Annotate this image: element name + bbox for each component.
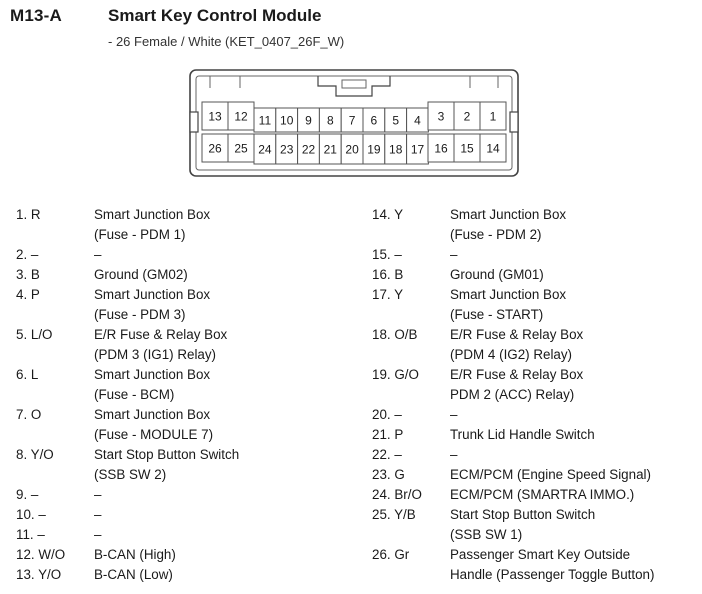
pin-entry [372, 505, 654, 525]
pin-id: 6. L [16, 367, 39, 382]
connector-spec: - 26 Female / White (KET_0407_26F_W) [108, 34, 345, 49]
pin-description: – [94, 507, 102, 522]
pin-id: 23. G [372, 467, 405, 482]
pin-description: Passenger Smart Key Outside [450, 547, 631, 562]
pin-id: 3. B [16, 267, 40, 282]
pin-number: 14 [486, 141, 500, 156]
pin-description: – [450, 247, 458, 262]
pin-description: PDM 2 (ACC) Relay) [450, 387, 575, 402]
pin-number: 16 [434, 141, 448, 156]
pin-number: 2 [463, 109, 471, 124]
pin-entry [16, 485, 239, 505]
pin-id: 19. G/O [372, 367, 419, 382]
pin-entry [372, 365, 654, 385]
pin-description: (SSB SW 1) [450, 527, 523, 542]
pin-entry [372, 465, 654, 485]
pin-description: (Fuse - PDM 3) [94, 307, 186, 322]
pin-entry [372, 405, 654, 425]
pin-entry [372, 565, 654, 585]
connector-code: M13-A [10, 6, 63, 25]
pin-id: 20. – [372, 407, 402, 422]
pin-description: (Fuse - START) [450, 307, 544, 322]
pin-id: 7. O [16, 407, 42, 422]
pin-id [372, 385, 450, 405]
pin-entry [16, 265, 239, 285]
pin-description: ECM/PCM (SMARTRA IMMO.) [450, 487, 635, 502]
pin-description: (PDM 3 (IG1) Relay) [94, 347, 217, 362]
pin-id: 22. – [372, 447, 402, 462]
pin-entry [16, 245, 239, 265]
pin-id: 14. Y [372, 207, 404, 222]
left-notch [190, 112, 198, 132]
pin-id: 4. P [16, 287, 40, 302]
pin-description: – [450, 407, 458, 422]
right-notch [510, 112, 518, 132]
pin-number: 23 [280, 142, 294, 157]
pin-description: Ground (GM02) [94, 267, 188, 282]
pin-number: 17 [410, 142, 425, 157]
pin-id [372, 345, 450, 365]
pin-description: Smart Junction Box [94, 287, 211, 302]
pin-id: 26. Gr [372, 547, 410, 562]
pin-entry [372, 205, 654, 225]
pin-description: (Fuse - MODULE 7) [94, 427, 214, 442]
pin-id: 17. Y [372, 287, 404, 302]
pin-number: 22 [301, 142, 316, 157]
pin-entry [372, 225, 654, 245]
pin-description: (Fuse - BCM) [94, 387, 175, 402]
pin-number: 19 [367, 142, 381, 157]
pin-description: (Fuse - PDM 2) [450, 227, 542, 242]
pin-description: E/R Fuse & Relay Box [450, 367, 584, 382]
pin-description: – [450, 447, 458, 462]
pin-description: – [94, 247, 102, 262]
pin-entry [372, 525, 654, 545]
pin-id: 2. – [16, 247, 39, 262]
pin-description: B-CAN (High) [94, 547, 176, 562]
pin-description: (PDM 4 (IG2) Relay) [450, 347, 573, 362]
pin-description: (SSB SW 2) [94, 467, 167, 482]
pin-description: Smart Junction Box [450, 287, 567, 302]
pin-entry [16, 505, 239, 525]
pin-number: 20 [345, 142, 359, 157]
pin-id [16, 385, 94, 405]
pin-number: 4 [414, 113, 421, 128]
pin-description: – [94, 487, 102, 502]
pin-entry [372, 385, 654, 405]
pin-entry [16, 445, 239, 465]
pin-number: 1 [489, 109, 497, 124]
pin-number: 8 [326, 113, 334, 128]
pin-entry [16, 285, 239, 305]
pin-id: 15. – [372, 247, 402, 262]
pin-id: 25. Y/B [372, 507, 416, 522]
pin-number: 11 [258, 113, 272, 128]
pin-number: 12 [234, 109, 248, 124]
pin-number: 13 [208, 109, 222, 124]
pin-entry [372, 445, 654, 465]
pin-entry [16, 345, 239, 365]
pin-description: – [94, 527, 102, 542]
pin-id [372, 225, 450, 245]
pin-list-right [372, 205, 654, 585]
pin-entry [16, 565, 239, 585]
pin-entry [16, 405, 239, 425]
pin-entry [16, 225, 239, 245]
pin-entry [372, 305, 654, 325]
pin-id: 5. L/O [16, 327, 53, 342]
pin-row-bottom [202, 134, 506, 164]
pin-id: 1. R [16, 207, 41, 222]
pin-entry [16, 545, 239, 565]
pin-list-left [16, 205, 239, 585]
pin-id: 18. O/B [372, 327, 418, 342]
pin-id: 16. B [372, 267, 404, 282]
pin-entry [372, 265, 654, 285]
pin-number: 7 [348, 113, 356, 128]
pin-number: 3 [437, 109, 445, 124]
pin-entry [16, 305, 239, 325]
pin-id: 9. – [16, 487, 39, 502]
pin-number: 5 [392, 113, 400, 128]
pin-entry [16, 205, 239, 225]
pin-description: Smart Junction Box [94, 407, 211, 422]
pin-id: 10. – [16, 507, 46, 522]
pin-id [372, 565, 450, 585]
pin-id [16, 345, 94, 365]
pin-number: 15 [460, 141, 474, 156]
pin-id: 8. Y/O [16, 447, 54, 462]
pin-id: 21. P [372, 427, 404, 442]
pin-id: 12. W/O [16, 547, 66, 562]
pin-description: Ground (GM01) [450, 267, 544, 282]
pin-description: Start Stop Button Switch [94, 447, 240, 462]
pin-number: 10 [280, 113, 294, 128]
pin-number: 18 [389, 142, 403, 157]
pin-entry [372, 345, 654, 365]
connector-diagram [0, 0, 702, 200]
pin-description: (Fuse - PDM 1) [94, 227, 186, 242]
pin-description: Smart Junction Box [94, 367, 211, 382]
pin-entry [16, 465, 239, 485]
pin-number: 24 [258, 142, 272, 157]
pin-description: ECM/PCM (Engine Speed Signal) [450, 467, 651, 482]
pin-id [16, 305, 94, 325]
pin-description: B-CAN (Low) [94, 567, 173, 582]
pin-description: Handle (Passenger Toggle Button) [450, 567, 655, 582]
pin-entry [16, 525, 239, 545]
pin-id [16, 225, 94, 245]
pin-id [372, 305, 450, 325]
pin-id [16, 465, 94, 485]
pin-description: Trunk Lid Handle Switch [450, 427, 595, 442]
pin-description: E/R Fuse & Relay Box [450, 327, 584, 342]
pin-number: 25 [234, 141, 248, 156]
pin-description: Smart Junction Box [450, 207, 567, 222]
pin-id: 13. Y/O [16, 567, 62, 582]
pin-entry [372, 245, 654, 265]
pin-number: 9 [305, 113, 312, 128]
pin-description: E/R Fuse & Relay Box [94, 327, 228, 342]
pin-entry [16, 385, 239, 405]
pin-id [16, 425, 94, 445]
pin-number: 21 [323, 142, 337, 157]
pin-id [372, 525, 450, 545]
pin-id: 11. – [16, 527, 45, 542]
pin-entry [16, 425, 239, 445]
pin-number: 26 [208, 141, 222, 156]
module-title: Smart Key Control Module [108, 6, 322, 25]
pin-entry [372, 325, 654, 345]
pin-entry [372, 425, 654, 445]
pin-description: Start Stop Button Switch [450, 507, 596, 522]
pin-entry [372, 485, 654, 505]
pin-entry [16, 365, 239, 385]
pin-number: 6 [370, 113, 378, 128]
pin-id: 24. Br/O [372, 487, 422, 502]
pin-entry [16, 325, 239, 345]
pin-description: Smart Junction Box [94, 207, 211, 222]
pin-entry [372, 545, 654, 565]
pin-entry [372, 285, 654, 305]
